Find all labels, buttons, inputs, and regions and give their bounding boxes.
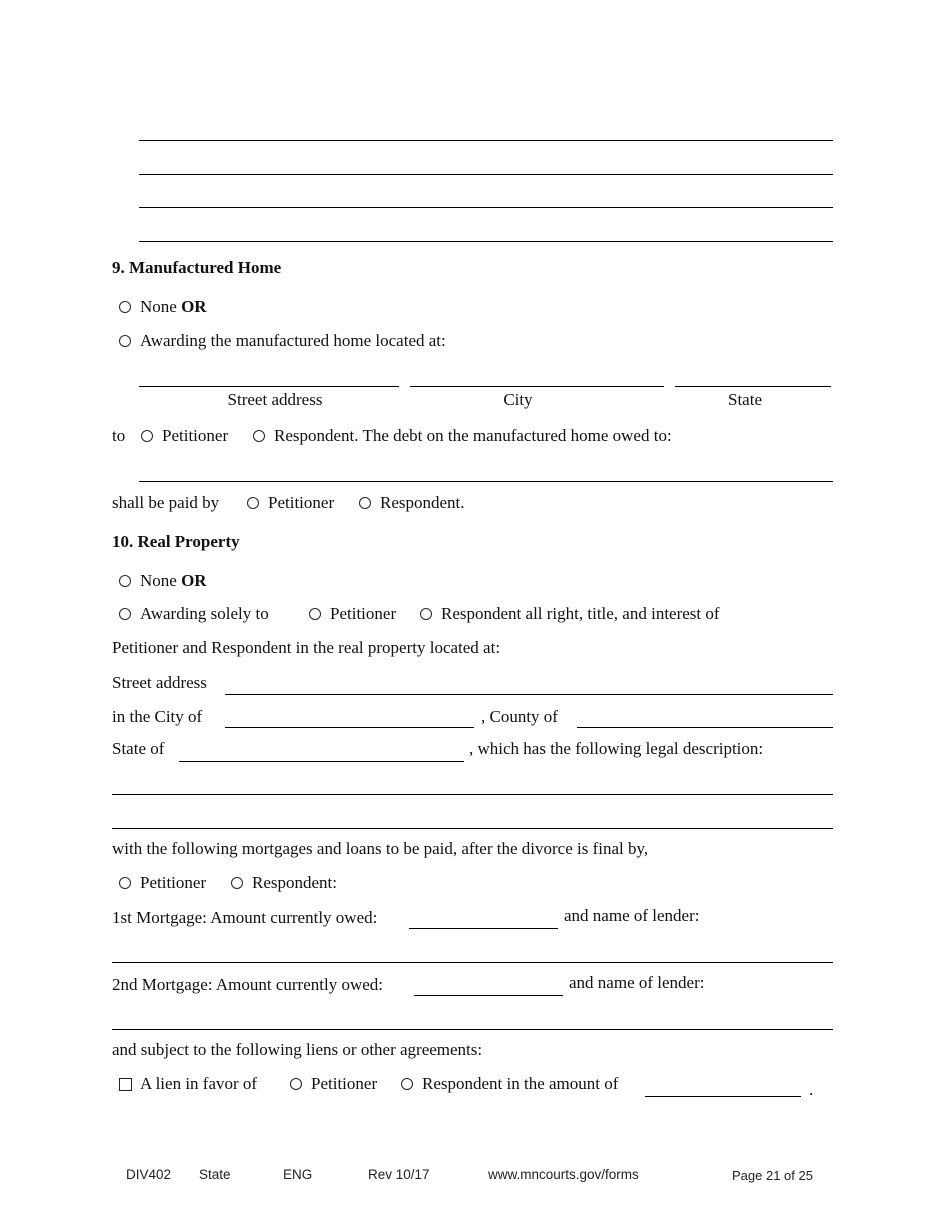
- mortgage-petitioner-radio[interactable]: [119, 877, 131, 889]
- paid-by-label: shall be paid by: [112, 493, 220, 512]
- footer-language: ENG: [283, 1167, 313, 1182]
- footer-revision: Rev 10/17: [368, 1167, 430, 1182]
- lien-favor-label: A lien in favor of: [140, 1074, 258, 1093]
- footer-state: State: [199, 1167, 231, 1182]
- none-text: None: [140, 297, 177, 316]
- continuation-line-1[interactable]: [139, 140, 833, 141]
- debt-owed-to-field[interactable]: [139, 481, 833, 482]
- none-text: None: [140, 571, 177, 590]
- real-property-petitioner-radio[interactable]: [309, 608, 321, 620]
- manufactured-home-none-radio[interactable]: [119, 301, 131, 313]
- footer-website[interactable]: www.mncourts.gov/forms: [488, 1167, 639, 1182]
- street-address-caption: Street address: [227, 390, 323, 409]
- real-property-none-label: [140, 571, 207, 591]
- footer-form-code: DIV402: [126, 1167, 172, 1182]
- first-lender-label: and name of lender:: [564, 906, 700, 925]
- awarding-solely-label: Awarding solely to: [140, 604, 269, 623]
- continuation-line-2[interactable]: [139, 174, 833, 175]
- paid-by-respondent-radio[interactable]: [359, 497, 371, 509]
- second-mortgage-label: 2nd Mortgage: Amount currently owed:: [112, 975, 384, 994]
- lien-checkbox[interactable]: [119, 1078, 132, 1091]
- footer-page-number: Page 21 of 25: [732, 1168, 813, 1183]
- manufactured-home-awarding-label: Awarding the manufactured home located at:: [140, 331, 446, 350]
- continuation-line-3[interactable]: [139, 207, 833, 208]
- paid-by-petitioner-radio[interactable]: [247, 497, 259, 509]
- continuation-line-4[interactable]: [139, 241, 833, 242]
- street-address-label: Street address: [112, 673, 207, 692]
- first-lender-field[interactable]: [112, 962, 833, 963]
- first-mortgage-label: 1st Mortgage: Amount currently owed:: [112, 908, 378, 927]
- city-caption: City: [503, 390, 533, 409]
- first-mortgage-amount-field[interactable]: [409, 928, 558, 929]
- mortgages-label: with the following mortgages and loans to be paid, after the divorce is final by,: [112, 839, 649, 858]
- lien-respondent-label: Respondent in the amount of: [422, 1074, 619, 1093]
- city-field[interactable]: [225, 727, 474, 728]
- manufactured-home-respondent-radio[interactable]: [253, 430, 265, 442]
- or-text: OR: [181, 297, 207, 316]
- county-of-label: , County of: [481, 707, 558, 726]
- lien-end-period: .: [809, 1080, 814, 1099]
- second-mortgage-amount-field[interactable]: [414, 995, 563, 996]
- legal-description-line-2[interactable]: [112, 828, 833, 829]
- real-property-none-radio[interactable]: [119, 575, 131, 587]
- paid-by-respondent-label: Respondent.: [380, 493, 465, 512]
- liens-label: and subject to the following liens or other agreements:: [112, 1040, 483, 1059]
- lien-petitioner-label: Petitioner: [311, 1074, 378, 1093]
- to-label: to: [112, 426, 126, 445]
- manufactured-home-awarding-radio[interactable]: [119, 335, 131, 347]
- county-field[interactable]: [577, 727, 833, 728]
- manufactured-home-respondent-label: Respondent. The debt on the manufactured home owed to:: [274, 426, 672, 445]
- real-property-respondent-radio[interactable]: [420, 608, 432, 620]
- mortgage-petitioner-label: Petitioner: [140, 873, 207, 892]
- state-of-label: State of: [112, 739, 165, 758]
- manufactured-home-petitioner-label: Petitioner: [162, 426, 229, 445]
- or-text: OR: [181, 571, 207, 590]
- street-address-field[interactable]: [225, 694, 833, 695]
- second-lender-label: and name of lender:: [569, 973, 705, 992]
- city-of-label: in the City of: [112, 707, 203, 726]
- manufactured-home-street-field[interactable]: [139, 386, 399, 387]
- state-caption: State: [728, 390, 762, 409]
- lien-petitioner-radio[interactable]: [290, 1078, 302, 1090]
- mortgage-respondent-radio[interactable]: [231, 877, 243, 889]
- manufactured-home-none-label: [140, 297, 207, 317]
- paid-by-petitioner-label: Petitioner: [268, 493, 335, 512]
- state-field[interactable]: [179, 761, 464, 762]
- real-property-petitioner-label: Petitioner: [330, 604, 397, 623]
- real-property-respondent-label: Respondent all right, title, and interest of: [441, 604, 720, 623]
- mortgage-respondent-label: Respondent:: [252, 873, 337, 892]
- section-10-heading: 10. Real Property: [112, 532, 240, 551]
- lien-respondent-radio[interactable]: [401, 1078, 413, 1090]
- real-property-awarding-radio[interactable]: [119, 608, 131, 620]
- manufactured-home-state-field[interactable]: [675, 386, 831, 387]
- manufactured-home-city-field[interactable]: [410, 386, 664, 387]
- lien-amount-field[interactable]: [645, 1096, 801, 1097]
- legal-description-label: , which has the following legal description:: [469, 739, 764, 758]
- section-9-heading: 9. Manufactured Home: [112, 258, 282, 277]
- property-intro-text: Petitioner and Respondent in the real property located at:: [112, 638, 501, 657]
- legal-description-line-1[interactable]: [112, 794, 833, 795]
- manufactured-home-petitioner-radio[interactable]: [141, 430, 153, 442]
- second-lender-field[interactable]: [112, 1029, 833, 1030]
